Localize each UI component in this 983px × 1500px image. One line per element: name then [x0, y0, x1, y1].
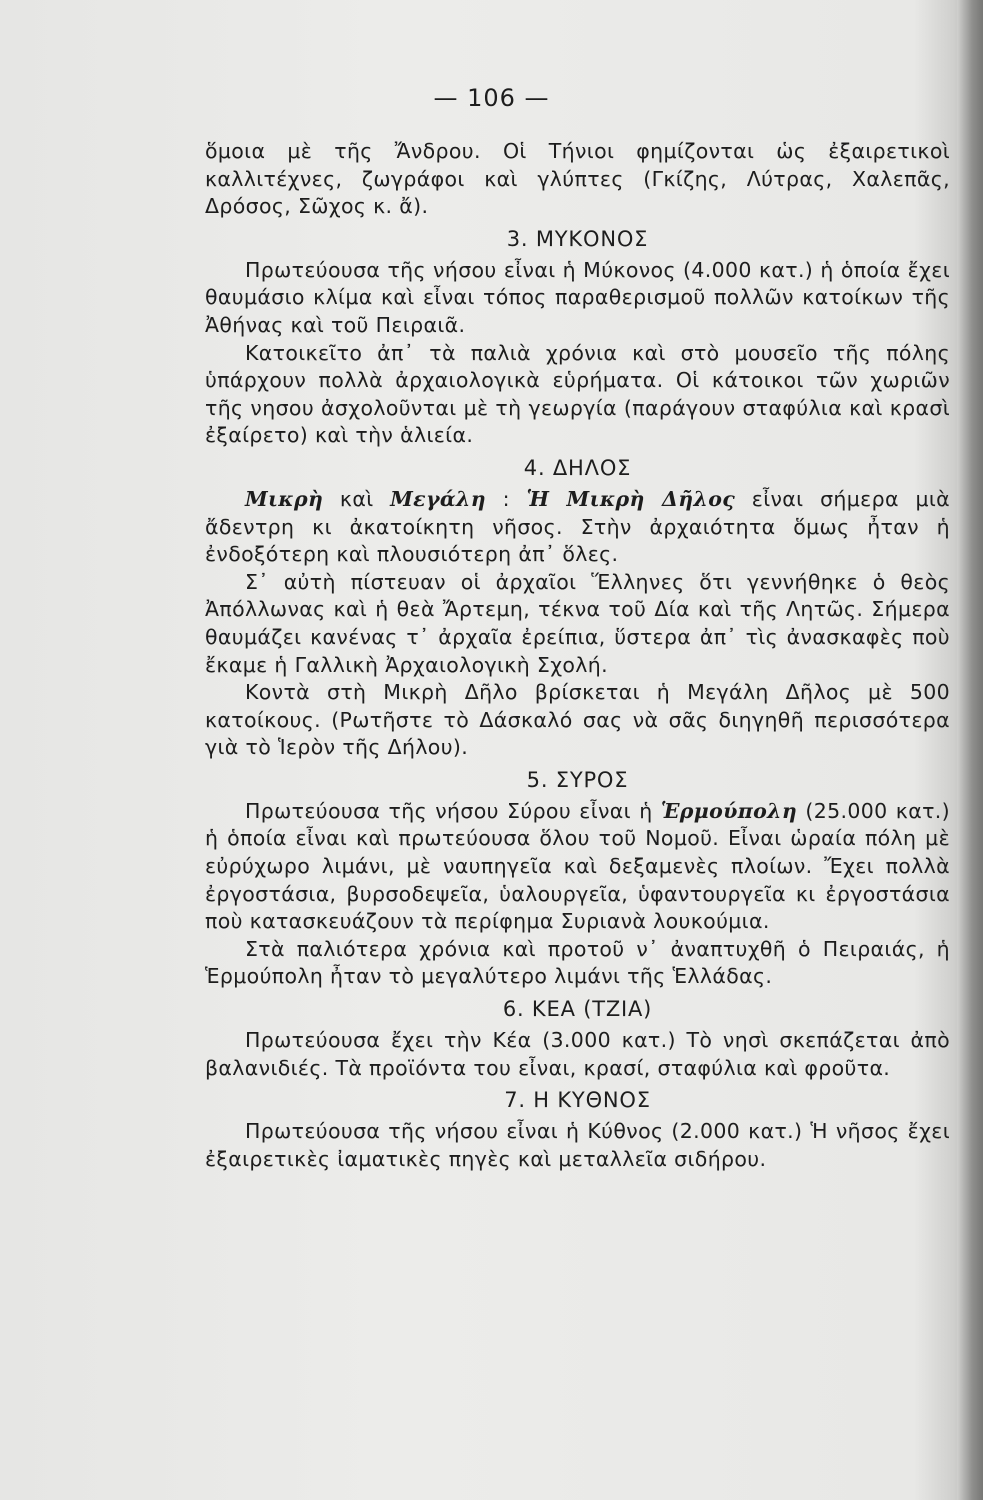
paragraph [205, 679, 950, 762]
emphasized-text: Μεγάλη [390, 486, 486, 511]
paragraph [205, 1027, 950, 1082]
paragraph [205, 1118, 950, 1173]
book-spine-shadow [957, 0, 983, 1500]
paragraph [205, 936, 950, 991]
paragraph [205, 340, 950, 450]
paragraph [205, 138, 950, 221]
emphasized-text: Μικρὴ [245, 486, 324, 511]
text-run: Πρωτεύουσα τῆς νήσου Σύρου εἶναι ἡ [245, 798, 661, 823]
text-run: καὶ [323, 486, 391, 511]
section-heading: 4. ΔΗΛΟΣ [523, 455, 632, 480]
text-run: Κοντὰ στὴ Μικρὴ Δῆλο βρίσκεται ἡ Μεγάλη Δῆλος μὲ 500 κατοίκους. (Ρωτῆστε τὸ Δάσκαλό σας νὰ σᾶς διηγηθῆ περισσότερα γιὰ τὸ Ἱερὸν τῆς Δήλου). [205, 680, 950, 760]
page-number: — 106 — [433, 84, 550, 112]
text-run: : [485, 486, 527, 511]
emphasized-text: Ἑρμούπολη [660, 798, 798, 823]
paragraph [205, 486, 950, 569]
emphasized-text: Ἡ Μικρὴ Δῆλος [526, 486, 736, 511]
text-run: εἶναι σήμερα μιὰ ἄδεντρη κι ἀκατοίκητη νῆσος. Στὴν ἀρχαιότητα ὅμως ἦταν ἡ ἐνδοξότερη καὶ πλουσιότερη ἀπ᾿ ὅλες. [205, 486, 950, 567]
text-run: Πρωτεύουσα τῆς νήσου εἶναι ἡ Μύκονος (4.000 κατ.) ἡ ὁποία ἔχει θαυμάσιο κλίμα καὶ εἶναι τόπος παραθερισμοῦ πολλῶν κατοίκων τῆς Ἀθήνας καὶ τοῦ Πειραιᾶ. [205, 257, 950, 337]
text-run: Σ᾿ αὐτὴ πίστευαν οἱ ἀρχαῖοι Ἕλληνες ὅτι γεννήθηκε ὁ θεὸς Ἀπόλλωνας καὶ ἡ θεὰ Ἄρτεμη, τέκνα τοῦ Δία καὶ τῆς Λητῶς. Σήμερα θαυμάζει κανένας τ᾿ ἀρχαῖα ἐρείπια, ὕστερα ἀπ᾿ τὶς ἀνασκαφὲς ποὺ ἔκαμε ἡ Γαλλικὴ Ἀρχαιολογικὴ Σχολή. [205, 569, 950, 677]
paragraph [205, 569, 950, 679]
text-run: Στὰ παλιότερα χρόνια καὶ προτοῦ ν᾿ ἀναπτυχθῆ ὁ Πειραιάς, ἡ Ἑρμούπολη ἦταν τὸ μεγαλύτερο λιμάνι τῆς Ἑλλάδας. [205, 936, 950, 989]
paragraph [205, 257, 950, 340]
section-heading: 3. ΜΥΚΟΝΟΣ [506, 226, 649, 251]
text-run: Κατοικεῖτο ἀπ᾿ τὰ παλιὰ χρόνια καὶ στὸ μουσεῖο τῆς πόλης ὑπάρχουν πολλὰ ἀρχαιολογικὰ εὑρήματα. Οἱ κάτοικοι τῶν χωριῶν τῆς νησου ἀσχολοῦνται μὲ τὴ γεωργία (παράγουν σταφύλια καὶ κρασὶ ἐξαίρετο) καὶ τὴν ἁλιεία. [205, 340, 950, 448]
section-heading: 5. ΣΥΡΟΣ [526, 767, 629, 792]
text-run: Πρωτεύουσα ἔχει τὴν Κέα (3.000 κατ.) Τὸ νησὶ σκεπάζεται ἀπὸ βαλανιδιές. Τὰ προϊόντα του εἶναι, κρασί, σταφύλια καὶ φροῦτα. [205, 1028, 950, 1080]
section-heading: 6. ΚΕΑ (ΤΖΙΑ) [502, 997, 653, 1022]
text-run: ὅμοια μὲ τῆς Ἄνδρου. Οἱ Τήνιοι φημίζονται ὡς ἐξαιρετικοὶ καλλιτέχνες, ζωγράφοι καὶ γλύπτες (Γκίζης, Λύτρας, Χαλεπᾶς, Δρόσος, Σῶχος κ. ἄ). [205, 139, 950, 219]
text-run: (25.000 κατ.) ἡ ὁποία εἶναι καὶ πρωτεύουσα ὅλου τοῦ Νομοῦ. Εἶναι ὡραία πόλη μὲ εὐρύχωρο λιμάνι, μὲ ναυπηγεῖα καὶ δεξαμενὲς πλοίων. Ἔχει πολλὰ ἐργοστάσια, βυρσοδεψεῖα, ὑαλουργεῖα, ὑφαντουργεῖα κι ἐργοστάσια ποὺ κατασκευάζουν τὰ περίφημα Συριανὰ λουκούμια. [205, 798, 950, 934]
text-run: Πρωτεύουσα τῆς νήσου εἶναι ἡ Κύθνος (2.000 κατ.) Ἡ νῆσος ἔχει ἐξαιρετικὲς ἰαματικὲς πηγὲς καὶ μεταλλεῖα σιδήρου. [205, 1119, 950, 1171]
page-body-text [205, 138, 950, 1173]
paragraph [205, 798, 950, 936]
section-heading: 7. Η ΚΥΘΝΟΣ [504, 1088, 651, 1113]
